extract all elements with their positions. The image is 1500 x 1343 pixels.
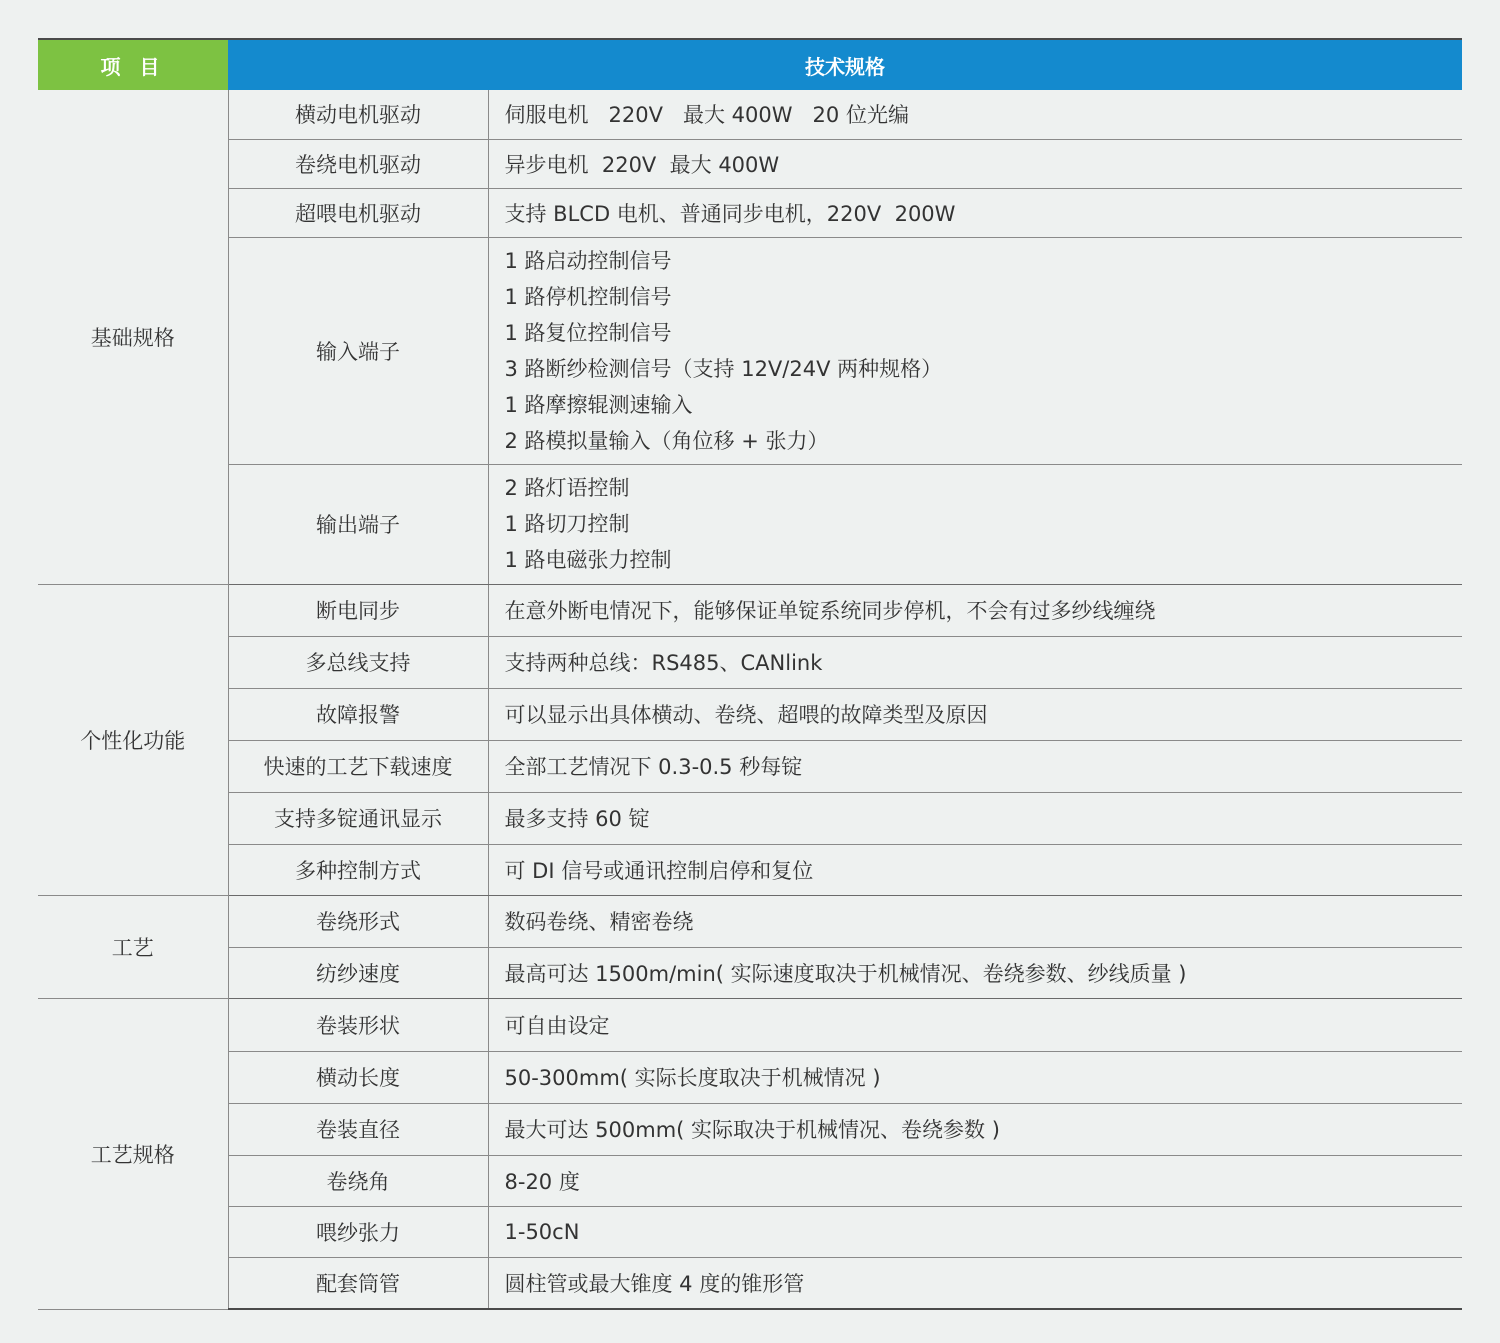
item-name: 卷绕电机驱动 xyxy=(228,139,488,188)
table-row xyxy=(38,1051,1462,1103)
item-name: 卷绕形式 xyxy=(228,895,488,947)
item-value: 50-300mm( 实际长度取决于机械情况 ) xyxy=(488,1051,1462,1103)
value-line: 1 路切刀控制 xyxy=(504,512,630,536)
table-row xyxy=(38,688,1462,740)
table-row xyxy=(38,90,1462,139)
item-name: 卷装直径 xyxy=(228,1103,488,1155)
item-value: 1-50cN xyxy=(488,1206,1462,1257)
item-name: 输入端子 xyxy=(228,237,488,464)
item-value: 异步电机 220V 最大 400W xyxy=(488,139,1462,188)
item-value: 可以显示出具体横动、卷绕、超喂的故障类型及原因 xyxy=(488,688,1462,740)
table-row xyxy=(38,1257,1462,1309)
item-name: 多总线支持 xyxy=(228,636,488,688)
item-value: 可自由设定 xyxy=(488,998,1462,1051)
header-item: 项 目 xyxy=(38,39,228,90)
item-value: 全部工艺情况下 0.3-0.5 秒每锭 xyxy=(488,740,1462,792)
header-spec: 技术规格 xyxy=(228,39,1462,90)
value-line: 1 路启动控制信号 xyxy=(504,248,672,273)
item-name: 多种控制方式 xyxy=(228,844,488,895)
table-row xyxy=(38,792,1462,844)
table-row xyxy=(38,1206,1462,1257)
item-name: 卷绕角 xyxy=(228,1155,488,1206)
item-value-lines xyxy=(488,464,1462,584)
table-row xyxy=(38,998,1462,1051)
table-row xyxy=(38,1155,1462,1206)
value-line: 2 路模拟量输入（角位移 + 张力） xyxy=(504,428,829,453)
value-line: 1 路停机控制信号 xyxy=(504,284,672,309)
item-name: 快速的工艺下载速度 xyxy=(228,740,488,792)
item-value: 支持两种总线：RS485、CANlink xyxy=(488,636,1462,688)
item-value: 可 DI 信号或通讯控制启停和复位 xyxy=(488,844,1462,895)
item-value: 圆柱管或最大锥度 4 度的锥形管 xyxy=(488,1257,1462,1309)
table-row xyxy=(38,636,1462,688)
value-line: 2 路灯语控制 xyxy=(504,476,630,500)
item-name: 卷装形状 xyxy=(228,998,488,1051)
item-name: 故障报警 xyxy=(228,688,488,740)
item-name: 超喂电机驱动 xyxy=(228,188,488,237)
category-cell: 工艺 xyxy=(38,895,228,998)
item-name: 断电同步 xyxy=(228,584,488,636)
table-row xyxy=(38,237,1462,464)
table-row xyxy=(38,947,1462,998)
table-row xyxy=(38,464,1462,584)
value-line: 1 路摩擦辊测速输入 xyxy=(504,392,693,417)
item-name: 支持多锭通讯显示 xyxy=(228,792,488,844)
table-row xyxy=(38,139,1462,188)
table-row xyxy=(38,895,1462,947)
table-row xyxy=(38,844,1462,895)
item-value: 数码卷绕、精密卷绕 xyxy=(488,895,1462,947)
item-name: 横动长度 xyxy=(228,1051,488,1103)
item-name: 配套筒管 xyxy=(228,1257,488,1309)
item-name: 横动电机驱动 xyxy=(228,90,488,139)
item-value: 伺服电机 220V 最大 400W 20 位光编 xyxy=(488,90,1462,139)
value-line: 1 路电磁张力控制 xyxy=(504,548,672,572)
category-cell: 个性化功能 xyxy=(38,584,228,895)
item-name: 输出端子 xyxy=(228,464,488,584)
value-line: 3 路断纱检测信号（支持 12V/24V 两种规格） xyxy=(504,356,943,381)
category-cell: 工艺规格 xyxy=(38,998,228,1309)
item-value: 最高可达 1500m/min( 实际速度取决于机械情况、卷绕参数、纱线质量 ) xyxy=(488,947,1462,998)
item-name: 纺纱速度 xyxy=(228,947,488,998)
item-name: 喂纱张力 xyxy=(228,1206,488,1257)
item-value: 最大可达 500mm( 实际取决于机械情况、卷绕参数 ) xyxy=(488,1103,1462,1155)
value-line: 1 路复位控制信号 xyxy=(504,320,672,345)
item-value: 8-20 度 xyxy=(488,1155,1462,1206)
table-row xyxy=(38,1103,1462,1155)
table-row xyxy=(38,740,1462,792)
item-value: 最多支持 60 锭 xyxy=(488,792,1462,844)
category-cell: 基础规格 xyxy=(38,90,228,584)
item-value-lines xyxy=(488,237,1462,464)
item-value: 支持 BLCD 电机、普通同步电机，220V 200W xyxy=(488,188,1462,237)
table-row xyxy=(38,188,1462,237)
spec-table xyxy=(38,38,1462,1310)
table-row xyxy=(38,584,1462,636)
table-header-row xyxy=(38,39,1462,90)
item-value: 在意外断电情况下，能够保证单锭系统同步停机，不会有过多纱线缠绕 xyxy=(488,584,1462,636)
